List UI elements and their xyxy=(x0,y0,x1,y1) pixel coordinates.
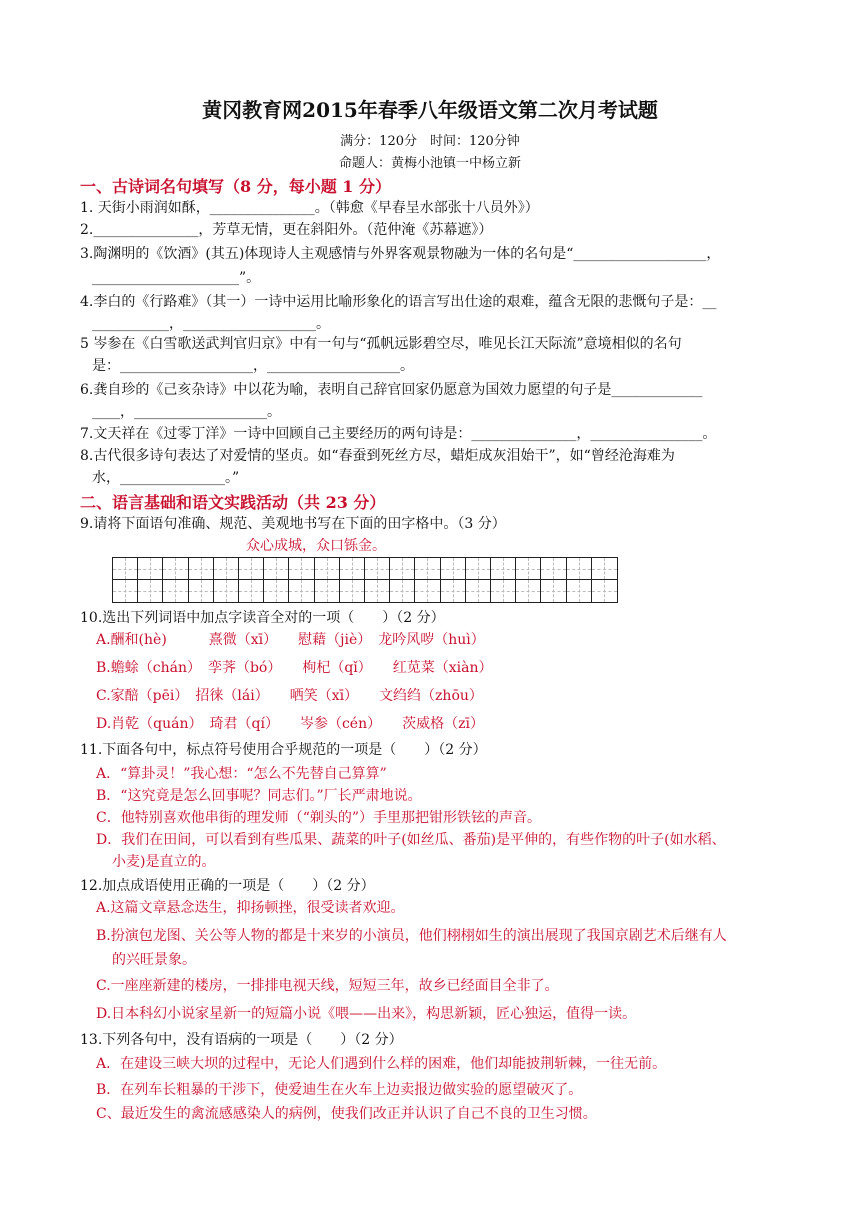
q12-line: 12.加点成语使用正确的一项是（ ）（2 分） xyxy=(80,878,375,894)
grid-cell[interactable] xyxy=(214,558,239,580)
grid-cell[interactable] xyxy=(239,580,264,602)
q12-option-a: A.这篇文章悬念迭生，抑扬顿挫，很受读者欢迎。 xyxy=(96,900,405,916)
q4-line: 4.李白的《行路难》（其一）一诗中运用比喻形象化的语言写出仕途的艰难，蕴含无限的悲慨句子是：__ xyxy=(80,294,717,310)
grid-cell[interactable] xyxy=(113,558,138,580)
grid-cell[interactable] xyxy=(592,580,617,602)
grid-cell[interactable] xyxy=(415,558,440,580)
q5-line-cont: 是：___________________，___________________。 xyxy=(92,358,414,374)
grid-cell[interactable] xyxy=(516,558,541,580)
q4-line-cont: ___________，___________________。 xyxy=(92,316,330,332)
author-line: 命题人：黄梅小池镇一中杨立新 xyxy=(338,156,521,171)
grid-cell[interactable] xyxy=(239,558,264,580)
score-time-line: 满分：120分 时间：120分钟 xyxy=(340,134,520,149)
q1-line: 1. 天街小雨润如酥，_______________。（韩愈《早春呈水部张十八员外》） xyxy=(80,200,539,216)
q9-line: 9.请将下面语句准确、规范、美观地书写在下面的田字格中。（3 分） xyxy=(80,516,506,532)
q5-line: 5 岑参在《白雪歌送武判官归京》中有一句与“孤帆远影碧空尽，唯见长江天际流”意境相似的名句 xyxy=(80,336,682,352)
q11-line: 11.下面各句中，标点符号使用合乎规范的一项是（ ）（2 分） xyxy=(80,742,487,758)
grid-cell[interactable] xyxy=(516,580,541,602)
grid-cell[interactable] xyxy=(214,580,239,602)
grid-cell[interactable] xyxy=(315,558,340,580)
q9-copy-text: 众心成城，众口铄金。 xyxy=(246,538,386,554)
grid-cell[interactable] xyxy=(491,580,516,602)
section1-heading: 一、古诗词名句填写（8 分，每小题 1 分） xyxy=(80,177,391,196)
q10-option-d: D.肖乾（quán） 琦君（qí） 岑参（cén） 茨威格（zī） xyxy=(96,716,484,732)
grid-cell[interactable] xyxy=(365,580,390,602)
grid-cell[interactable] xyxy=(189,558,214,580)
exam-title: 黄冈教育网2015年春季八年级语文第二次月考试题 xyxy=(202,98,658,122)
q11-option-d-cont: 小麦)是直立的。 xyxy=(112,854,216,870)
grid-cell[interactable] xyxy=(390,580,415,602)
q2-line: 2._______________，芳草无情，更在斜阳外。（范仲淹《苏幕遮》） xyxy=(80,222,493,238)
grid-cell[interactable] xyxy=(289,558,314,580)
q10-option-c: C.家醅（pēi） 招徕（lái） 哂笑（xī） 文绉绉（zhōu） xyxy=(96,688,483,704)
q8-line-cont: 水，_______________。” xyxy=(92,470,240,486)
grid-cell[interactable] xyxy=(138,580,163,602)
grid-cell[interactable] xyxy=(163,580,188,602)
grid-cell[interactable] xyxy=(289,580,314,602)
grid-cell[interactable] xyxy=(541,580,566,602)
q11-option-d: D．我们在田间，可以看到有些瓜果、蔬菜的叶子(如丝瓜、番茄)是平伸的，有些作物的叶子(如水稻、 xyxy=(96,832,726,848)
q3-line-cont: _____________________”。 xyxy=(92,270,261,286)
q12-option-b-cont: 的兴旺景象。 xyxy=(112,952,196,968)
q13-option-a: A．在建设三峡大坝的过程中，无论人们遇到什么样的困难，他们却能披荆斩棘，一往无前。 xyxy=(96,1056,667,1072)
grid-cell[interactable] xyxy=(163,558,188,580)
grid-cell[interactable] xyxy=(138,558,163,580)
grid-cell[interactable] xyxy=(189,580,214,602)
q11-option-c: C．他特别喜欢他串街的理发师（“剃头的”）手里那把钳形铁铉的声音。 xyxy=(96,810,542,826)
q13-line: 13.下列各句中，没有语病的一项是（ ）（2 分） xyxy=(80,1032,403,1048)
grid-cell[interactable] xyxy=(567,580,592,602)
grid-cell[interactable] xyxy=(441,580,466,602)
grid-cell[interactable] xyxy=(365,558,390,580)
grid-cell[interactable] xyxy=(541,558,566,580)
q6-line-cont: ____，___________________。 xyxy=(92,404,281,420)
q11-option-a: A．“算卦灵！”我心想：“怎么不先替自己算算” xyxy=(96,766,387,782)
q11-option-b: B．“这究竟是怎么回事呢？同志们。”厂长严肃地说。 xyxy=(96,788,422,804)
section2-heading: 二、语言基础和语文实践活动（共 23 分） xyxy=(80,493,386,512)
grid-cell[interactable] xyxy=(491,558,516,580)
grid-cell[interactable] xyxy=(264,558,289,580)
q7-line: 7.文天祥在《过零丁洋》一诗中回顾自己主要经历的两句诗是：_______________，________________。 xyxy=(80,426,717,442)
q12-option-d: D.日本科幻小说家星新一的短篇小说《喂——出来》，构思新颖，匠心独运，值得一读。 xyxy=(96,1006,637,1022)
grid-cell[interactable] xyxy=(113,580,138,602)
q8-line: 8.古代很多诗句表达了对爱情的坚贞。如“春蚕到死丝方尽，蜡炬成灰泪始干”，如“曾经沧海难为 xyxy=(80,448,675,464)
q6-line: 6.龚自珍的《己亥杂诗》中以花为喻，表明自己辞官回家仍愿意为国效力愿望的句子是_____________ xyxy=(80,382,703,398)
q10-option-b: B.蟾蜍（chán） 孪荠（bó） 枸杞（qǐ） 红苋菜（xiàn） xyxy=(96,660,493,676)
q13-option-c: C、最近发生的禽流感感染人的病例，使我们改正并认识了自己不良的卫生习惯。 xyxy=(96,1106,597,1122)
grid-cell[interactable] xyxy=(415,580,440,602)
grid-cell[interactable] xyxy=(340,580,365,602)
grid-cell[interactable] xyxy=(315,580,340,602)
grid-cell[interactable] xyxy=(567,558,592,580)
q10-line: 10.选出下列词语中加点字读音全对的一项（ ）（2 分） xyxy=(80,610,445,626)
grid-cell[interactable] xyxy=(390,558,415,580)
grid-cell[interactable] xyxy=(466,558,491,580)
q3-line: 3.陶渊明的《饮酒》(其五)体现诗人主观感情与外界客观景物融为一体的名句是“___________________， xyxy=(80,246,721,262)
tianzige-grid[interactable] xyxy=(112,557,618,603)
grid-cell[interactable] xyxy=(340,558,365,580)
q12-option-b: B.扮演包龙图、关公等人物的都是十来岁的小演员，他们栩栩如生的演出展现了我国京剧艺术后继有人 xyxy=(96,928,727,944)
grid-cell[interactable] xyxy=(466,580,491,602)
grid-cell[interactable] xyxy=(441,558,466,580)
grid-cell[interactable] xyxy=(264,580,289,602)
q10-option-a: A.酬和(hè) 熹微（xī） 慰藉（jiè） 龙吟风哕（huì） xyxy=(96,632,485,648)
q13-option-b: B．在列车长粗暴的干涉下，使爱迪生在火车上边卖报边做实验的愿望破灭了。 xyxy=(96,1082,583,1098)
q12-option-c: C.一座座新建的楼房，一排排电视天线，短短三年，故乡已经面目全非了。 xyxy=(96,978,559,994)
grid-cell[interactable] xyxy=(592,558,617,580)
